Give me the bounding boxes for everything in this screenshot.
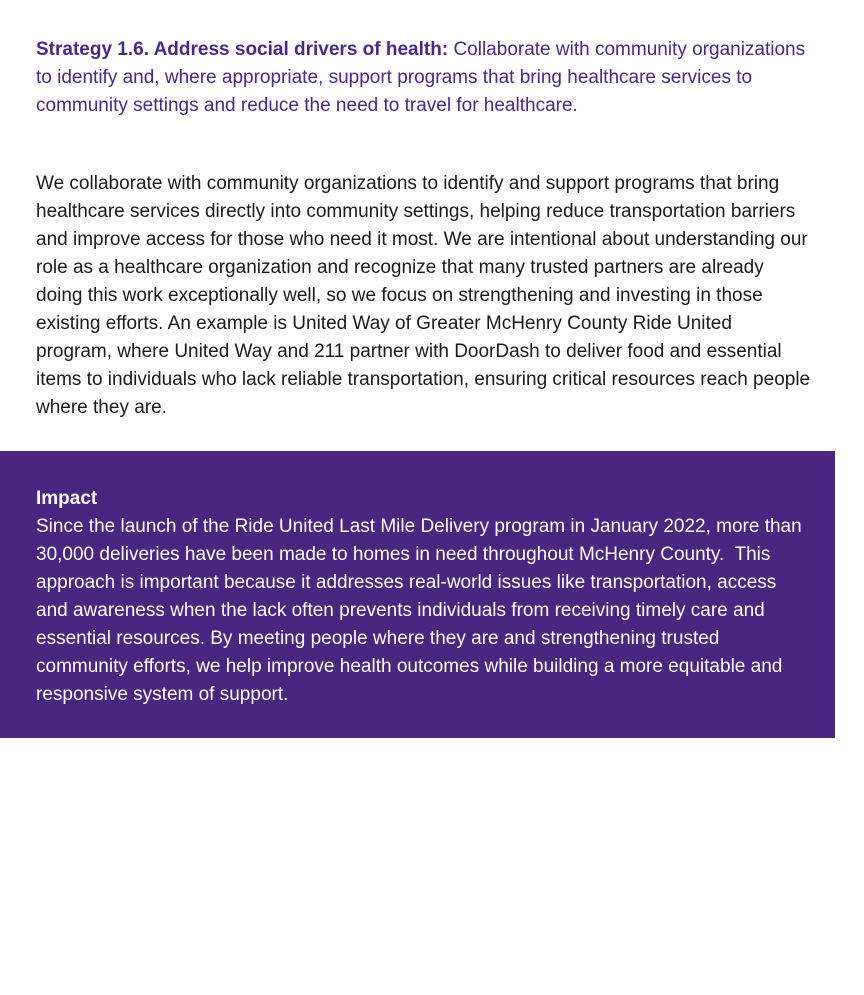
strategy-heading: Strategy 1.6. Address social drivers of health: xyxy=(36,39,449,60)
impact-title: Impact xyxy=(36,488,98,509)
body-paragraph: We collaborate with community organizations to identify and support programs that bring healthcare services directly into community settings, helping reduce transportation barriers and improve access for those who need it most. We are intentional about understanding our role as a healthcare organization and recognize that many trusted partners are already doing this work exceptionally well, so we focus on strengthening and investing in those existing efforts. An example is United Way of Greater McHenry County Ride United program, where United Way and 211 partner with DoorDash to deliver food and essential items to individuals who lack reliable transportation, ensuring critical resources reach people where they are. xyxy=(36,173,811,418)
strategy-text: Collaborate with community organizations to identify and, where appropriate, support programs that bring healthcare services to community settings and reduce the need to travel for healthcare. xyxy=(36,39,806,116)
impact-callout xyxy=(0,451,835,738)
strategy-statement xyxy=(36,36,806,120)
impact-text: Since the launch of the Ride United Last Mile Delivery program in January 2022, more than 30,000 deliveries have been made to homes in need throughout McHenry County. This approach is important because it addresses real-world issues like transportation, access and awareness when the lack often prevents individuals from receiving timely care and essential resources. By meeting people where they are and strengthening trusted community efforts, we help improve health outcomes while building a more equitable and responsive system of support. xyxy=(36,516,807,705)
